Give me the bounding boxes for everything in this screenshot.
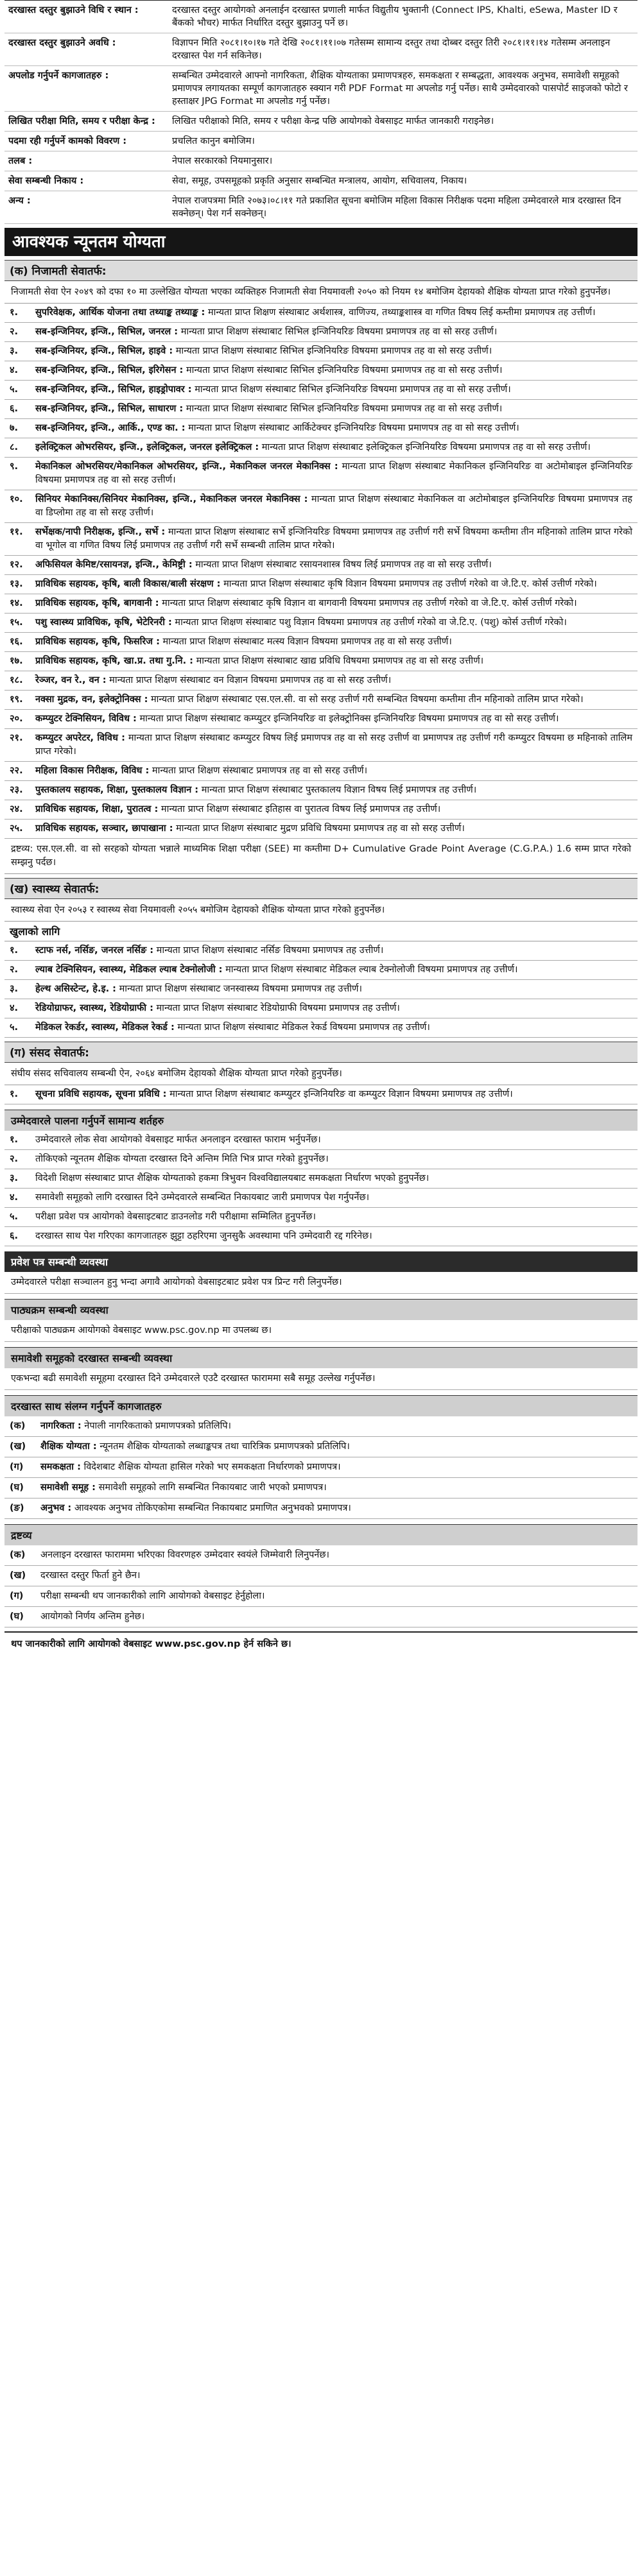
row-number: ४. <box>10 365 19 375</box>
row-text: मान्यता प्राप्त शिक्षण संस्थाबाट पुस्तकालय विज्ञान विषय लिई प्रमाणपत्र तह उत्तीर्ण। <box>201 785 477 795</box>
row-title: सर्भेक्षक/नापी निरीक्षक, इन्जि., सर्भे : <box>35 527 166 537</box>
row-text: उम्मेदवारले लोक सेवा आयोगको वेबसाइट मार्फत अनलाइन दरखास्त फाराम भर्नुपर्नेछ। <box>35 1135 321 1145</box>
row-title: कम्प्युटर अपरेटर, विविध : <box>35 733 125 743</box>
header-row-label: अन्य : <box>8 196 31 206</box>
row-body <box>35 944 632 957</box>
row-text: दरखास्त दस्तुर फिर्ता हुने छैन। <box>40 1570 141 1581</box>
row-body <box>35 655 632 668</box>
row-body <box>35 693 632 707</box>
row-number: (क) <box>10 1421 26 1431</box>
row-number: ९. <box>10 461 19 472</box>
row-text: मान्यता प्राप्त शिक्षण संस्थाबाट आर्किटेक्चर इन्जिनियरिङ विषयमा प्रमाणपत्र तह वा सो सरह उत्तीर्ण। <box>188 423 519 433</box>
header-row-value: सम्बन्धित उम्मेदवारले आफ्नो नागरिकता, शैक्षिक योग्यताका प्रमाणपत्रहरु, समकक्षता र सम्बद्धता, आवश्यक अनुभव, समावेशी समूहको प्रमाणपत्र लगायतका सम्पूर्ण कागजातहरु स्क्यान गरी PDF Format मा अपलोड गर्नु पर्नेछ। साथै उम्मेदवारको पासपोर्ट साइजको फोटो र हस्ताक्षर JPG Format मा अपलोड गर्नु पर्नेछ। <box>172 71 628 107</box>
qualification-row <box>4 1169 638 1189</box>
row-title: रेञ्जर, वन रे., वन : <box>35 675 107 685</box>
row-body <box>35 1153 632 1166</box>
header-row <box>4 132 638 151</box>
header-row <box>4 171 638 191</box>
qualification-row <box>4 1498 638 1519</box>
notice-page <box>4 0 638 1656</box>
row-text: मान्यता प्राप्त शिक्षण संस्थाबाट सिभिल इन्जिनियरिङ विषयमा प्रमाणपत्र तह वा सो सरह उत्तीर्ण। <box>186 404 503 414</box>
row-text: विदेशबाट शैक्षिक योग्यता हासिल गरेको भए समकक्षता निर्धारणको प्रमाणपत्र। <box>83 1462 341 1472</box>
row-body <box>35 441 632 454</box>
row-body <box>40 1461 632 1474</box>
row-number: (ग) <box>10 1462 24 1472</box>
row-body <box>35 963 632 977</box>
row-text: मान्यता प्राप्त शिक्षण संस्थाबाट कृषि विज्ञान विषयमा प्रमाणपत्र तह उत्तीर्ण गरेको वा जे.टि.ए. कोर्स उत्तीर्ण गरेको। <box>223 579 597 589</box>
row-text: मान्यता प्राप्त शिक्षण संस्थाबाट प्रमाणपत्र तह वा सो सरह उत्तीर्ण। <box>152 766 368 776</box>
row-text: नेपाली नागरिकताको प्रमाणपत्रको प्रतिलिपि। <box>84 1421 232 1431</box>
qualification-row <box>4 1607 638 1627</box>
row-number: (ङ) <box>10 1503 24 1513</box>
row-body <box>40 1502 632 1515</box>
row-text: आयोगको निर्णय अन्तिम हुनेछ। <box>40 1611 145 1622</box>
row-text: समावेशी समूहको लागि दरखास्त दिने उम्मेदवारले सम्बन्धित निकायबाट जारी प्रमाणपत्र पेश गर्नुपर्नेछ। <box>35 1192 370 1203</box>
section-c-intro: संघीय संसद सचिवालय सम्बन्धी ऐन, २०६४ बमोजिम देहायको शैक्षिक योग्यता प्राप्त गरेको हुनुपर्नेछ। <box>4 1063 638 1085</box>
header-row <box>4 66 638 112</box>
row-text: मान्यता प्राप्त शिक्षण संस्थाबाट मेडिकल रेकर्ड विषयमा प्रमाणपत्र तह उत्तीर्ण। <box>177 1022 430 1033</box>
row-title: सूचना प्रविधि सहायक, सूचना प्रविधि : <box>35 1089 167 1099</box>
row-number: २. <box>10 1154 19 1164</box>
row-text: अनलाइन दरखास्त फाराममा भरिएका विवरणहरु उम्मेदवार स्वयंले जिम्मेवारी लिनुपर्नेछ। <box>40 1550 330 1560</box>
extra-notes-heading: द्रष्टव्य <box>4 1524 638 1545</box>
row-body <box>35 1191 632 1205</box>
row-number: १२. <box>10 560 23 570</box>
row-body <box>35 597 632 610</box>
row-number: १८. <box>10 675 23 685</box>
row-text: मान्यता प्राप्त शिक्षण संस्थाबाट एस.एल.सी. वा सो सरह उत्तीर्ण गरी सम्बन्धित विषयमा कम्तीमा तीन महिनाको तालिम प्राप्त गरेको। <box>151 694 584 705</box>
row-title: प्राविधिक सहायक, शिक्षा, पुरातत्व : <box>35 804 159 814</box>
qualification-row <box>4 304 638 323</box>
row-text: मान्यता प्राप्त शिक्षण संस्थाबाट वन विज्ञान विषयमा प्रमाणपत्र तह वा सो सरह उत्तीर्ण। <box>109 675 392 685</box>
qualification-row <box>4 1018 638 1038</box>
qualification-row <box>4 381 638 400</box>
qualification-row <box>4 594 638 614</box>
header-row <box>4 112 638 132</box>
general-conditions-heading: उम्मेदवारले पालना गर्नुपर्ने सामान्य शर्तहरु <box>4 1110 638 1131</box>
row-text: मान्यता प्राप्त शिक्षण संस्थाबाट सिभिल इन्जिनियरिङ विषयमा प्रमाणपत्र तह वा सो सरह उत्तीर्ण। <box>175 346 492 356</box>
qualification-row <box>4 1545 638 1566</box>
row-number: (घ) <box>10 1482 24 1493</box>
header-row-label: दरखास्त दस्तुर बुझाउने विधि र स्थान : <box>8 5 139 15</box>
qualification-row <box>4 556 638 575</box>
row-number: २३. <box>10 785 23 795</box>
general-conditions-list <box>4 1131 638 1246</box>
qualification-row <box>4 458 638 490</box>
row-body <box>35 558 632 572</box>
row-title: सब-इन्जिनियर, इन्जि., सिभिल, जनरल : <box>35 327 178 337</box>
header-row-label: अपलोड गर्नुपर्ने कागजातहरु : <box>8 71 109 81</box>
qualification-row <box>4 400 638 419</box>
row-number: ५. <box>10 1212 19 1222</box>
row-text: समावेशी समूहको लागि सम्बन्धित निकायबाट जारी भएको प्रमाणपत्र। <box>98 1482 327 1493</box>
qualification-row <box>4 781 638 800</box>
qualification-row <box>4 710 638 729</box>
row-text: मान्यता प्राप्त शिक्षण संस्थाबाट सर्भे इन्जिनियरिङ विषयमा प्रमाणपत्र तह उत्तीर्ण गरी सर्भे विषयमा कम्तीमा तीन महिनाको तालिम प्राप्त गरेको वा भूगोल वा गणित विषय लिई प्रमाणपत्र तह उत्तीर्ण गरी सर्भे सम्बन्धी तालिम प्राप्त गरेको। <box>35 527 632 551</box>
header-row-label: दरखास्त दस्तुर बुझाउने अवधि : <box>8 38 116 48</box>
qualification-row <box>4 419 638 438</box>
row-title: अनुभव : <box>40 1503 72 1513</box>
section-a-heading: (क) निजामती सेवातर्फ: <box>4 260 638 281</box>
row-text: आवश्यक अनुभव तोकिएकोमा सम्बन्धित निकायबाट प्रमाणित अनुभवको प्रमाणपत्र। <box>74 1503 351 1513</box>
row-title: सब-इन्जिनियर, इन्जि., सिभिल, हाइवे : <box>35 346 173 356</box>
qualification-row <box>4 820 638 839</box>
header-row-label: लिखित परीक्षा मिति, समय र परीक्षा केन्द्र : <box>8 116 155 126</box>
header-row-value: सेवा, समूह, उपसमूहको प्रकृति अनुसार सम्बन्धित मन्त्रालय, आयोग, सचिवालय, निकाय। <box>172 176 467 186</box>
row-number: ३. <box>10 1173 19 1183</box>
header-row-label: तलब : <box>8 156 33 166</box>
row-number: १५. <box>10 617 23 628</box>
row-number: १६. <box>10 637 23 647</box>
row-text: मान्यता प्राप्त शिक्षण संस्थाबाट मेकानिकल इन्जिनियरिङ वा अटोमोबाइल इन्जिनियरिङ विषयमा प्रमाणपत्र तह वा सो सरह उत्तीर्ण। <box>35 461 633 485</box>
row-text: मान्यता प्राप्त शिक्षण संस्थाबाट मत्स्य विज्ञान विषयमा प्रमाणपत्र तह वा सो सरह उत्तीर्ण। <box>162 637 452 647</box>
row-body <box>35 460 632 487</box>
qualification-row <box>4 1478 638 1498</box>
row-body <box>35 306 632 320</box>
row-body <box>35 1133 632 1147</box>
row-title: सब-इन्जिनियर, इन्जि., सिभिल, हाइड्रोपावर : <box>35 384 192 395</box>
row-body <box>35 1210 632 1224</box>
row-body <box>40 1610 632 1624</box>
row-title: समकक्षता : <box>40 1462 81 1472</box>
row-body <box>35 402 632 416</box>
row-number: ३. <box>10 984 19 994</box>
row-title: सब-इन्जिनियर, इन्जि., आर्कि., एण्ड का. : <box>35 423 186 433</box>
row-number: (ग) <box>10 1591 24 1601</box>
row-title: प्राविधिक सहायक, कृषि, बाली विकास/बाली संरक्षण : <box>35 579 221 589</box>
row-title: कम्प्युटर टेक्निसियन, विविध : <box>35 714 137 724</box>
header-row-value: विज्ञापन मिति २०८१।१०।१७ गते देखि २०८१।११।०७ गतेसम्म सामान्य दस्तुर तथा दोब्बर दस्तुर तिरी २०८१।११।१४ गतेसम्म अनलाइन दरखास्त पेश गर्न सकिनेछ। <box>172 38 611 61</box>
row-title: पुस्तकालय सहायक, शिक्षा, पुस्तकालय विज्ञान : <box>35 785 199 795</box>
row-number: ४. <box>10 1003 19 1013</box>
row-body <box>35 1021 632 1035</box>
row-number: १०. <box>10 494 23 504</box>
qualification-row <box>4 1566 638 1586</box>
row-body <box>35 616 632 630</box>
row-body <box>40 1481 632 1495</box>
row-body <box>35 364 632 377</box>
row-title: महिला विकास निरीक्षक, विविध : <box>35 766 150 776</box>
row-body <box>35 803 632 816</box>
row-text: मान्यता प्राप्त शिक्षण संस्थाबाट मेकानिकल वा अटोमोबाइल इन्जिनियरिङ विषयमा प्रमाणपत्र तह वा डिप्लोमा तह वा सो सरह उत्तीर्ण। <box>35 494 633 518</box>
row-text: परीक्षा प्रवेश पत्र आयोगको वेबसाइटबाट डाउनलोड गरी परीक्षामा सम्मिलित हुनुपर्नेछ। <box>35 1212 316 1222</box>
qualification-row <box>4 691 638 710</box>
row-number: २१. <box>10 733 23 743</box>
row-number: (घ) <box>10 1611 24 1622</box>
header-row-label: पदमा रही गर्नुपर्ने कामको विवरण : <box>8 136 127 146</box>
row-title: नागरिकता : <box>40 1421 82 1431</box>
row-text: मान्यता प्राप्त शिक्षण संस्थाबाट जनस्वास्थ्य विषयमा प्रमाणपत्र तह उत्तीर्ण। <box>119 984 363 994</box>
row-body <box>35 578 632 591</box>
row-title: सब-इन्जिनियर, इन्जि., सिभिल, साधारण : <box>35 404 184 414</box>
row-number: १४. <box>10 598 23 608</box>
row-title: अफिसियल केमिष्ट/रसायनज्ञ, इन्जि., केमिष्ट्री : <box>35 560 193 570</box>
qualification-row <box>4 342 638 361</box>
row-text: तोकिएको न्यूनतम शैक्षिक योग्यता दरखास्त दिने अन्तिम मिति भित्र प्राप्त गरेको हुनुपर्नेछ। <box>35 1154 329 1164</box>
qualification-row <box>4 961 638 980</box>
row-body <box>40 1590 632 1603</box>
notice-heading: पाठ्यक्रम सम्बन्धी व्यवस्था <box>4 1299 638 1320</box>
qualification-row <box>4 614 638 633</box>
row-body <box>35 712 632 726</box>
header-row-value: लिखित परीक्षाको मिति, समय र परीक्षा केन्द्र पछि आयोगको वेबसाइट मार्फत जानकारी गराइनेछ। <box>172 116 494 126</box>
row-text: मान्यता प्राप्त शिक्षण संस्थाबाट मेडिकल ल्याब टेक्नोलोजी विषयमा प्रमाणपत्र तह उत्तीर्ण। <box>225 965 518 975</box>
section-b-list <box>4 941 638 1038</box>
row-number: २. <box>10 965 19 975</box>
row-body <box>35 325 632 339</box>
row-title: ल्याब टेक्निसियन, स्वास्थ्य, मेडिकल ल्याब टेक्नोलोजी : <box>35 965 223 975</box>
row-title: रेडियोग्राफर, स्वास्थ्य, रेडियोग्राफी : <box>35 1003 153 1013</box>
qualification-row <box>4 633 638 652</box>
row-text: मान्यता प्राप्त शिक्षण संस्थाबाट कम्प्युटर इन्जिनियरिङ वा इलेक्ट्रोनिक्स इन्जिनियरिङ विषयमा प्रमाणपत्र तह वा सो सरह उत्तीर्ण। <box>139 714 559 724</box>
notice-heading: प्रवेश पत्र सम्बन्धी व्यवस्था <box>4 1251 638 1272</box>
row-number: ७. <box>10 423 19 433</box>
row-body <box>35 983 632 996</box>
row-text: मान्यता प्राप्त शिक्षण संस्थाबाट सिभिल इन्जिनियरिङ विषयमा प्रमाणपत्र तह वा सो सरह उत्तीर्ण। <box>186 365 503 375</box>
row-number: ६. <box>10 1231 19 1241</box>
extra-notes-list <box>4 1545 638 1627</box>
header-row-label: सेवा सम्बन्धी निकाय : <box>8 176 84 186</box>
row-number: (ख) <box>10 1570 26 1581</box>
row-number: ४. <box>10 1192 19 1203</box>
row-text: मान्यता प्राप्त शिक्षण संस्थाबाट रेडियोग्राफी विषयमा प्रमाणपत्र तह उत्तीर्ण। <box>156 1003 400 1013</box>
row-title: हेल्थ असिस्टेन्ट, हे.इ. : <box>35 984 116 994</box>
title-bar: आवश्यक न्यूनतम योग्यता <box>4 228 638 256</box>
header-row <box>4 191 638 224</box>
documents-heading: दरखास्त साथ संलग्न गर्नुपर्ने कागजातहरु <box>4 1395 638 1416</box>
row-number: १९. <box>10 694 23 705</box>
qualification-row <box>4 1189 638 1208</box>
notice-heading: समावेशी समूहको दरखास्त सम्बन्धी व्यवस्था <box>4 1347 638 1368</box>
row-body <box>35 345 632 358</box>
header-info-table <box>4 0 638 224</box>
row-number: १. <box>10 945 19 956</box>
row-body <box>35 526 632 553</box>
row-text: मान्यता प्राप्त शिक्षण संस्थाबाट इतिहास वा पुरातत्व विषय लिई प्रमाणपत्र तह उत्तीर्ण। <box>160 804 441 814</box>
row-number: ५. <box>10 1022 19 1033</box>
row-body <box>40 1549 632 1562</box>
row-body <box>35 1230 632 1243</box>
qualification-row <box>4 762 638 781</box>
qualification-row <box>4 575 638 594</box>
row-number: २४. <box>10 804 23 814</box>
row-number: ११. <box>10 527 23 537</box>
row-title: इलेक्ट्रिकल ओभरसियर, इन्जि., इलेक्ट्रिकल, जनरल इलेक्ट्रिकल : <box>35 442 259 452</box>
row-body <box>35 764 632 778</box>
qualification-row <box>4 999 638 1018</box>
row-title: प्राविधिक सहायक, कृषि, फिसरिज : <box>35 637 160 647</box>
notice-text: एकभन्दा बढी समावेशी समूहमा दरखास्त दिने उम्मेदवारले एउटै दरखास्त फाराममा सबै समूह उल्लेख गर्नुपर्नेछ। <box>4 1368 638 1390</box>
row-body <box>35 493 632 520</box>
row-title: सब-इन्जिनियर, इन्जि., सिभिल, इरिगेसन : <box>35 365 184 375</box>
row-title: सुपरिवेक्षक, आर्थिक योजना तथा तथ्याङ्क तथ्याङ्क : <box>35 307 205 318</box>
qualification-row <box>4 1085 638 1104</box>
row-title: स्टाफ नर्स, नर्सिङ, जनरल नर्सिङ : <box>35 945 154 956</box>
qualification-row <box>4 523 638 556</box>
section-b-heading: (ख) स्वास्थ्य सेवातर्फ: <box>4 878 638 899</box>
row-body <box>35 674 632 687</box>
notice-text: उम्मेदवारले परीक्षा सञ्चालन हुनु भन्दा अगावै आयोगको वेबसाइटबाट प्रवेश पत्र प्रिन्ट गरी लिनुपर्नेछ। <box>4 1272 638 1294</box>
row-number: (क) <box>10 1550 26 1560</box>
qualification-row <box>4 800 638 820</box>
row-number: ३. <box>10 346 19 356</box>
row-number: २५. <box>10 823 23 834</box>
row-number: ८. <box>10 442 19 452</box>
row-text: न्यूनतम शैक्षिक योग्यताको लब्धाङ्कपत्र तथा चारित्रिक प्रमाणपत्रको प्रतिलिपि। <box>100 1441 350 1452</box>
row-title: पशु स्वास्थ्य प्राविधिक, कृषि, भेटेरिनरी : <box>35 617 172 628</box>
qualification-row <box>4 729 638 762</box>
qualification-row <box>4 980 638 999</box>
row-text: मान्यता प्राप्त शिक्षण संस्थाबाट कृषि विज्ञान वा बागवानी विषयमा प्रमाणपत्र तह उत्तीर्ण गरेको वा जे.टि.ए. कोर्स उत्तीर्ण गरेको। <box>162 598 577 608</box>
section-a-list <box>4 304 638 839</box>
row-number: ६. <box>10 404 19 414</box>
row-number: २२. <box>10 766 23 776</box>
row-text: मान्यता प्राप्त शिक्षण संस्थाबाट कम्प्युटर इन्जिनियरिङ वा कम्प्युटर विज्ञान विषयमा प्रमाणपत्र तह उत्तीर्ण। <box>169 1089 513 1099</box>
qualification-row <box>4 1208 638 1227</box>
header-row <box>4 33 638 66</box>
row-body <box>40 1420 632 1433</box>
row-title: प्राविधिक सहायक, कृषि, खा.प्र. तथा गु.नि. : <box>35 656 193 666</box>
row-title: शैक्षिक योग्यता : <box>40 1441 97 1452</box>
row-title: मेकानिकल ओभरसियर/मेकानिकल ओभरसियर, इन्जि., मेकानिकल जनरल मेकानिक्स : <box>35 461 338 472</box>
header-row-value: नेपाल सरकारको नियमानुसार। <box>172 156 273 166</box>
section-b-intro: स्वास्थ्य सेवा ऐन २०५३ र स्वास्थ्य सेवा नियमावली २०५५ बमोजिम देहायको शैक्षिक योग्यता प्राप्त गरेको हुनुपर्नेछ। <box>4 899 638 922</box>
row-title: सिनियर मेकानिक्स/सिनियर मेकानिक्स, इन्जि., मेकानिकल जनरल मेकानिक्स : <box>35 494 308 504</box>
qualification-row <box>4 1227 638 1246</box>
qualification-row <box>4 361 638 381</box>
header-row-value: प्रचलित कानुन बमोजिम। <box>172 136 255 146</box>
row-text: मान्यता प्राप्त शिक्षण संस्थाबाट खाद्य प्रविधि विषयमा प्रमाणपत्र तह वा सो सरह उत्तीर्ण। <box>196 656 484 666</box>
notice-text: परीक्षाको पाठ्यक्रम आयोगको वेबसाइट www.psc.gov.np मा उपलब्ध छ। <box>4 1320 638 1342</box>
qualification-row <box>4 1586 638 1607</box>
documents-list <box>4 1416 638 1519</box>
row-text: मान्यता प्राप्त शिक्षण संस्थाबाट पशु विज्ञान विषयमा प्रमाणपत्र तह उत्तीर्ण गरेको वा जे.टि.ए. (पशु) कोर्स उत्तीर्ण गरेको। <box>175 617 567 628</box>
row-title: नक्सा मुद्रक, वन, इलेक्ट्रोनिक्स : <box>35 694 148 705</box>
row-title: प्राविधिक सहायक, कृषि, बागवानी : <box>35 598 159 608</box>
row-title: मेडिकल रेकर्डर, स्वास्थ्य, मेडिकल रेकर्ड : <box>35 1022 175 1033</box>
notices <box>4 1251 638 1390</box>
row-body <box>35 1088 632 1101</box>
row-text: परीक्षा सम्बन्धी थप जानकारीको लागि आयोगको वेबसाइट हेर्नुहोला। <box>40 1591 265 1601</box>
qualification-row <box>4 1457 638 1478</box>
row-number: २०. <box>10 714 23 724</box>
row-text: मान्यता प्राप्त शिक्षण संस्थाबाट सिभिल इन्जिनियरिङ विषयमा प्रमाणपत्र तह वा सो सरह उत्तीर्ण। <box>180 327 498 337</box>
row-text: मान्यता प्राप्त शिक्षण संस्थाबाट नर्सिङ विषयमा प्रमाणपत्र तह उत्तीर्ण। <box>156 945 384 956</box>
section-a-note: द्रष्टव्य: एस.एल.सी. वा सो सरहको योग्यता भन्नाले माध्यमिक शिक्षा परीक्षा (SEE) मा कम्तीमा D+ Cumulative Grade Point Average (C.G.P.A.) 1.6 सम्म प्राप्त गरेको सम्झनु पर्दछ। <box>4 839 638 874</box>
section-c-heading: (ग) संसद सेवातर्फ: <box>4 1042 638 1063</box>
row-text: मान्यता प्राप्त शिक्षण संस्थाबाट इलेक्ट्रिकल इन्जिनियरिङ विषयमा प्रमाणपत्र तह वा सो सरह उत्तीर्ण। <box>261 442 591 452</box>
row-number: १७. <box>10 656 23 666</box>
qualification-row <box>4 671 638 691</box>
row-body <box>35 822 632 836</box>
row-text: मान्यता प्राप्त शिक्षण संस्थाबाट अर्थशास्त्र, वाणिज्य, तथ्याङ्कशास्त्र वा गणित विषय लिई कम्तीमा प्रमाणपत्र तह उत्तीर्ण। <box>207 307 596 318</box>
row-body <box>40 1440 632 1454</box>
qualification-row <box>4 652 638 671</box>
row-text: मान्यता प्राप्त शिक्षण संस्थाबाट कम्प्युटर विषय लिई प्रमाणपत्र तह वा सो सरह उत्तीर्ण वा प्रमाणपत्र तह उत्तीर्ण गरी कम्प्युटर विषयमा छ महिनाको तालिम प्राप्त गरेको। <box>35 733 632 757</box>
header-row-value: नेपाल राजपत्रमा मिति २०७३।०८।११ गते प्रकाशित सूचना बमोजिम महिला विकास निरीक्षक पदमा महिला उम्मेदवारले मात्र दरखास्त दिन सक्नेछन्। पेश गर्न सक्नेछन्। <box>172 196 621 219</box>
row-body <box>35 732 632 759</box>
row-body <box>35 635 632 649</box>
row-number: १. <box>10 1089 19 1099</box>
row-text: मान्यता प्राप्त शिक्षण संस्थाबाट रसायनशास्त्र विषय लिई प्रमाणपत्र तह वा सो सरह उत्तीर्ण। <box>195 560 492 570</box>
section-c-list <box>4 1085 638 1104</box>
qualification-row <box>4 1150 638 1169</box>
row-number: १. <box>10 307 19 318</box>
row-number: १३. <box>10 579 23 589</box>
qualification-row <box>4 323 638 342</box>
row-body <box>35 1002 632 1015</box>
row-title: समावेशी समूह : <box>40 1482 96 1493</box>
row-number: १. <box>10 1135 19 1145</box>
header-row-value: दरखास्त दस्तुर आयोगको अनलाईन दरखास्त प्रणाली मार्फत विद्युतीय भुक्तानी (Connect IPS, Khalti, eSewa, Master ID र बैंकको भौचर) मार्फत निर्धारित दस्तुर बुझाउनु पर्ने छ। <box>172 5 618 28</box>
header-row <box>4 151 638 171</box>
section-b-subheading: खुलाको लागि <box>4 922 638 941</box>
row-body <box>35 1172 632 1185</box>
qualification-row <box>4 1437 638 1457</box>
row-text: मान्यता प्राप्त शिक्षण संस्थाबाट मुद्रण प्रविधि विषयमा प्रमाणपत्र तह वा सो सरह उत्तीर्ण। <box>176 823 465 834</box>
qualification-row <box>4 438 638 458</box>
qualification-row <box>4 1131 638 1150</box>
section-a-intro: निजामती सेवा ऐन २०४९ को दफा १० मा उल्लेखित योग्यता भएका व्यक्तिहरु निजामती सेवा नियमावली २०५० को नियम १४ बमोजिम देहायको शैक्षिक योग्यता प्राप्त गरेको हुनुपर्नेछ। <box>4 281 638 304</box>
footer-note: थप जानकारीको लागि आयोगको वेबसाइट www.psc.gov.np हेर्न सकिने छ। <box>4 1631 638 1656</box>
row-body <box>35 383 632 397</box>
row-body <box>35 422 632 435</box>
qualification-row <box>4 490 638 523</box>
row-text: विदेशी शिक्षण संस्थाबाट प्राप्त शैक्षिक योग्यताको हकमा त्रिभुवन विश्वविद्यालयबाट समकक्षता निर्धारण भएको हुनुपर्नेछ। <box>35 1173 429 1183</box>
qualification-row <box>4 1416 638 1437</box>
row-text: दरखास्त साथ पेश गरिएका कागजातहरु झुट्टा ठहरिएमा जुनसुकै अवस्थामा पनि उम्मेदवारी रद्द गरिनेछ। <box>35 1231 372 1241</box>
row-body <box>35 784 632 797</box>
row-number: ५. <box>10 384 19 395</box>
row-number: (ख) <box>10 1441 26 1452</box>
header-row <box>4 1 638 33</box>
row-number: २. <box>10 327 19 337</box>
row-body <box>40 1569 632 1583</box>
row-text: मान्यता प्राप्त शिक्षण संस्थाबाट सिभिल इन्जिनियरिङ विषयमा प्रमाणपत्र तह वा सो सरह उत्तीर्ण। <box>195 384 511 395</box>
row-title: प्राविधिक सहायक, सञ्चार, छापाखाना : <box>35 823 173 834</box>
qualification-row <box>4 941 638 961</box>
